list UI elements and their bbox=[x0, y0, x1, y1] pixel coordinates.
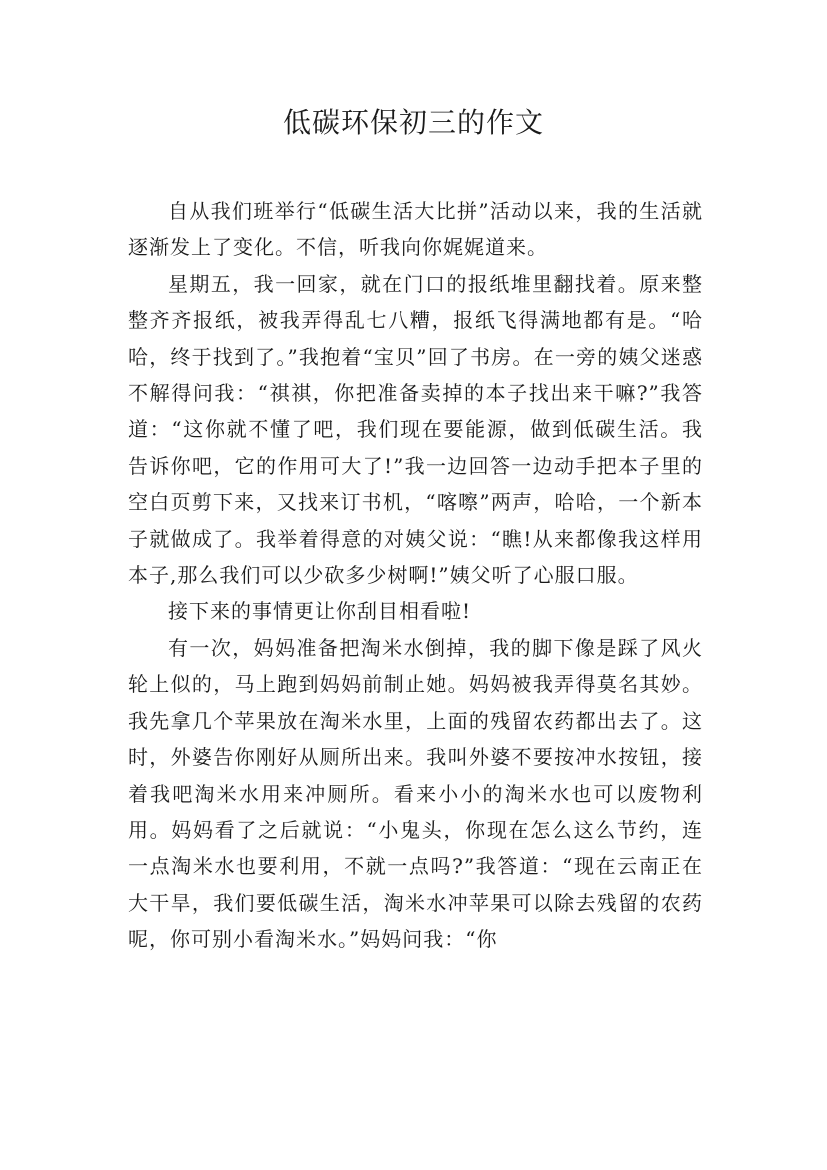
paragraph-1: 自从我们班举行“低碳生活大比拼”活动以来，我的生活就逐渐发上了变化。不信，听我向你娓娓道来。 bbox=[128, 199, 703, 260]
document-title: 低碳环保初三的作文 bbox=[282, 106, 544, 139]
paragraph-4: 有一次，妈妈准备把淘米水倒掉，我的脚下像是踩了风火轮上似的，马上跑到妈妈前制止她。妈妈被我弄得莫名其妙。我先拿几个苹果放在淘米水里，上面的残留农药都出去了。这时，外婆告你刚好从厕所出来。我叫外婆不要按冲水按钮，接着我吧淘米水用来冲厕所。看来小小的淘米水也可以废物利用。妈妈看了之后就说：“小鬼头，你现在怎么这么节约，连一点淘米水也要利用，不就一点吗?”我答道：“现在云南正在大干旱，我们要低碳生活，淘米水冲苹果可以除去残留的农药呢，你可别小看淘米水。”妈妈问我：“你 bbox=[128, 635, 703, 952]
paragraph-2: 星期五，我一回家，就在门口的报纸堆里翻找着。原来整整齐齐报纸，被我弄得乱七八糟，报纸飞得满地都有是。“哈哈，终于找到了。”我抱着“宝贝”回了书房。在一旁的姨父迷惑不解得问我：“祺祺，你把准备卖掉的本子找出来干嘛?”我答道：“这你就不懂了吧，我们现在要能源，做到低碳生活。我告诉你吧，它的作用可大了!”我一边回答一边动手把本子里的空白页剪下来，又找来订书机，“喀嚓”两声，哈哈，一个新本子就做成了。我举着得意的对姨父说：“瞧!从来都像我这样用本子,那么我们可以少砍多少树啊!”姨父听了心服口服。 bbox=[128, 271, 703, 588]
paragraph-3: 接下来的事情更让你刮目相看啦! bbox=[168, 599, 472, 624]
document-body bbox=[128, 193, 703, 958]
